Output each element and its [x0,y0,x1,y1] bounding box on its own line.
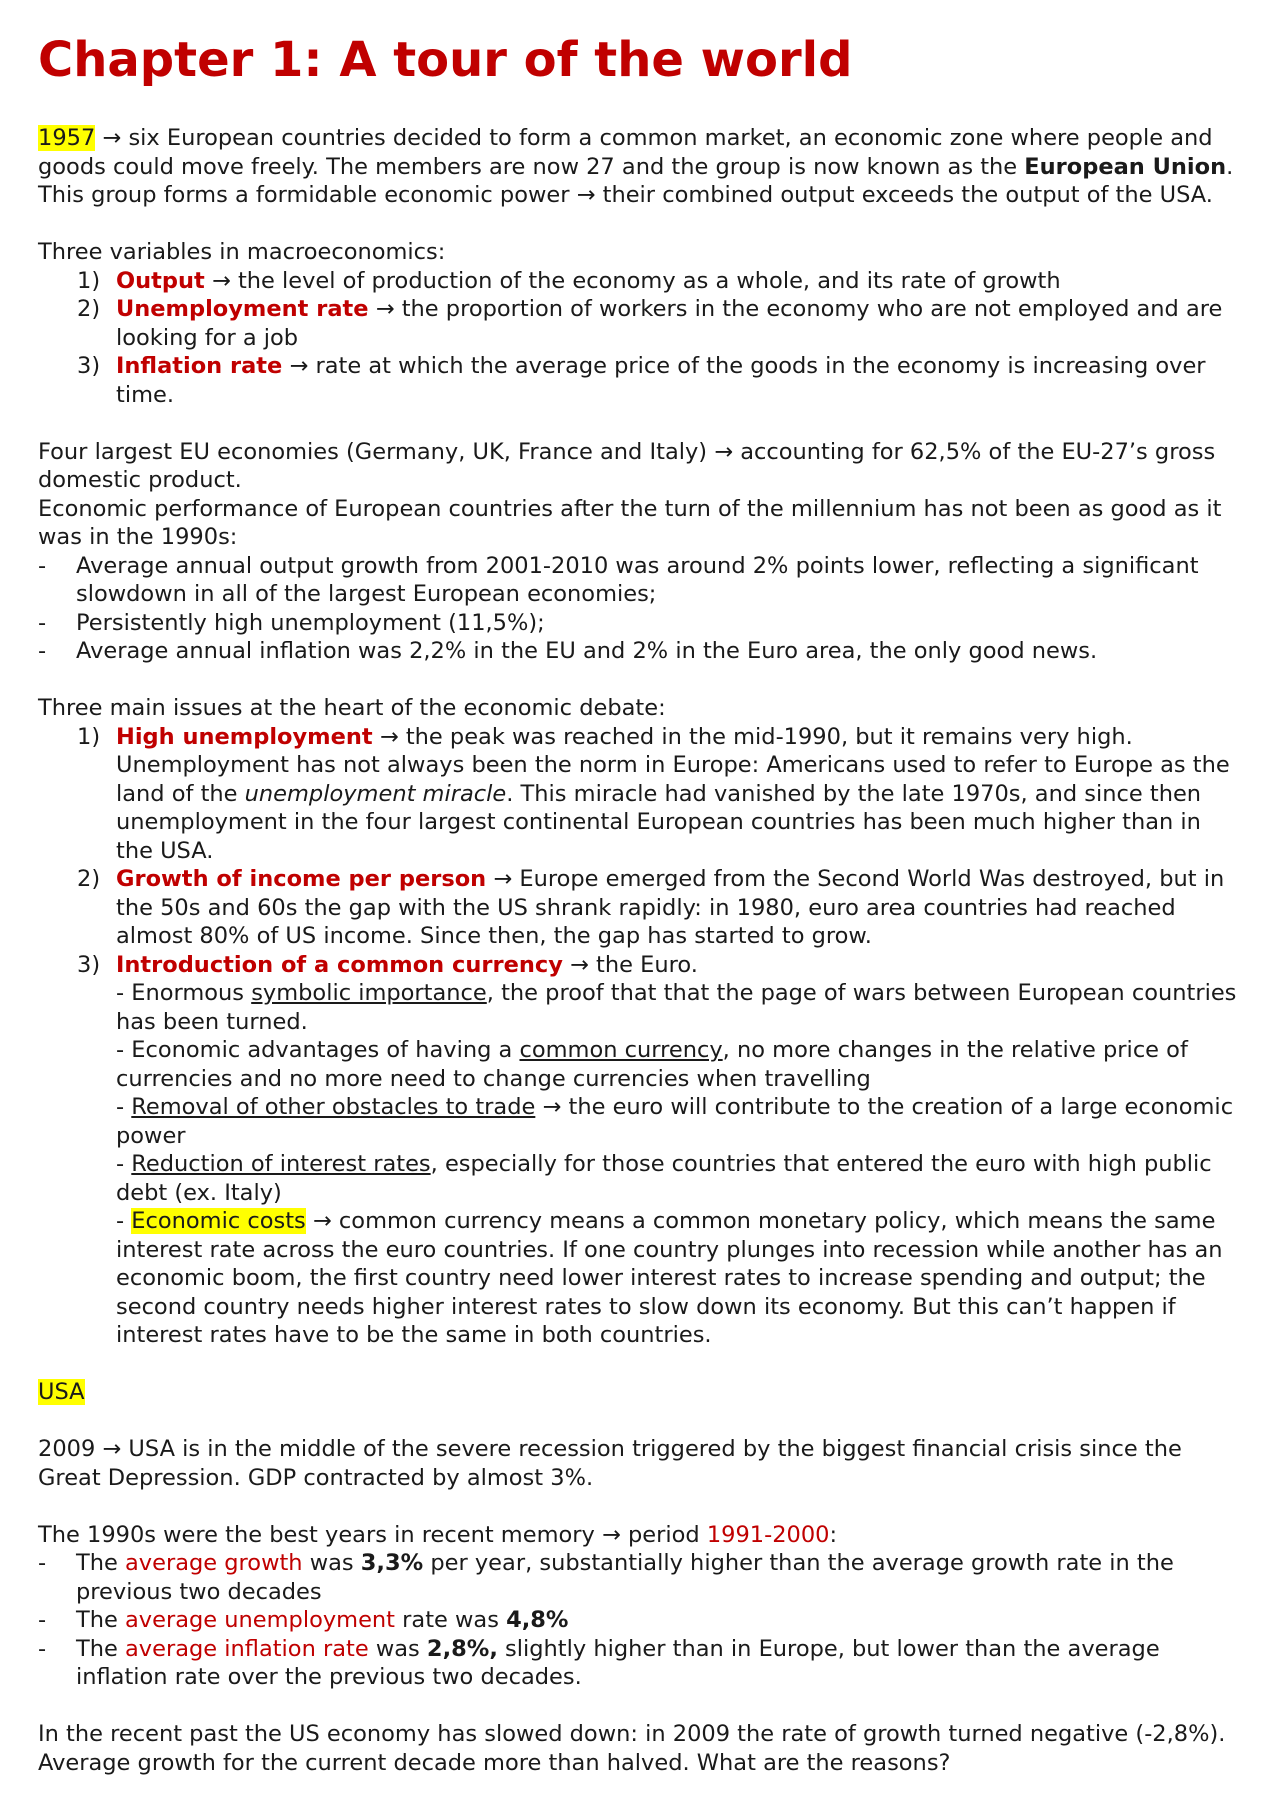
list-item: 3) Inflation rate → rate at which the average price of the goods in the economy is increasing over time. [77,353,1206,408]
arrow-icon: → [576,182,596,208]
arrow-icon: → [570,951,589,978]
list-item: 3) Introduction of a common currency → the Euro. - Enormous symbolic importance, the proof that that the page of wars between European countries has been turned. - Economic advantages of having a common currency, no more changes in the relative price of currencies and no more need to change currencies when travelling - Removal of other obstacles to trade → the euro will contribute to the creation of a large economic power - Reduction of interest rates, especially for those countries that entered the euro with high public debt (ex. Italy) - Economic costs → common currency means a common monetary policy, which means the same interest rate across the euro countries. If one country plunges into recession while another has an economic boom, the first country need lower interest rates to increase spending and output; the second country needs higher interest rates to slow down its economy. But this can’t happen if interest rates have to be the same in both countries. [38,951,1242,1350]
eu-intro-paragraph: 1957 → six European countries decided to form a common market, an economic zone where people and goods could move freely. The members are now 27 and the group is now known as the European Union. This group forms a formidable economic power → their combined output exceeds the output of the USA. [38,125,1234,208]
usa-2009-paragraph: 2009 → USA is in the middle of the severe recession triggered by the biggest financial crisis since the Great Depression. GDP contracted by almost 3%. [38,1436,1182,1491]
list-item: 2) Growth of income per person → Europe emerged from the Second World Was destroyed, but in the 50s and 60s the gap with the US shrank rapidly: in 1980, euro area countries had reached almost 80% of US income. Since then, the gap has started to grow. [77,866,1225,949]
list-item: - The average unemployment rate was 4,8% [38,1607,569,1633]
arrow-icon: → [312,1208,332,1234]
arrow-icon: → [211,267,231,294]
sub-point: - Economic advantages of having a common currency, no more changes in the relative price of currencies and no more need to change currencies when travelling [116,1037,1188,1092]
issues-intro: Three main issues at the heart of the economic debate: [38,695,666,721]
eu-performance-list [38,552,1242,666]
arrow-icon: → [102,125,122,151]
list-item: - Average annual inflation was 2,2% in the EU and 2% in the Euro area, the only good news. [38,638,1098,664]
issues-list [38,723,1242,1350]
arrow-icon: → [379,723,399,750]
variables-intro: Three variables in macroeconomics: [38,239,446,265]
eu-economies-paragraph: Four largest EU economies (Germany, UK, France and Italy) → accounting for 62,5% of the EU-27’s gross domestic product. Economic performance of European countries after the turn of the millennium has not been as good as it was in the 1990s: [38,438,1222,550]
eu-term: European Union [1024,153,1227,180]
sub-point: - Economic costs → common currency means a common monetary policy, which means the same interest rate across the euro countries. If one country plunges into recession while another has an economic boom, the first country need lower interest rates to increase spending and output; the second country needs higher interest rates to slow down its economy. But this can’t happen if interest rates have to be the same in both countries. [116,1208,1223,1348]
list-item: 1) High unemployment → the peak was reached in the mid-1990, but it remains very high. Unemployment has not always been the norm in Europe: Americans used to refer to Europe as the land of the unemployment miracle. This miracle had vanished by the late 1970s, and since then unemployment in the four largest continental European countries has been much higher than in the USA. [77,723,1230,864]
arrow-icon: → [102,1436,122,1462]
list-item: 1) Output → the level of production of the economy as a whole, and its rate of growth [77,267,1061,294]
usa-stats-list [38,1549,1242,1692]
arrow-icon: → [289,353,309,379]
arrow-icon: → [493,866,513,892]
arrow-icon: → [601,1521,621,1548]
arrow-icon: → [375,296,395,322]
sub-point: - Removal of other obstacles to trade → the euro will contribute to the creation of a large economic power [116,1094,1234,1149]
usa-heading: USA [38,1379,85,1405]
sub-point: - Reduction of interest rates, especially for those countries that entered the euro with high public debt (ex. Italy) [116,1151,1212,1206]
arrow-icon: → [714,438,734,465]
list-item: - Persistently high unemployment (11,5%); [38,609,545,636]
year-highlight: 1957 [38,125,96,151]
arrow-icon: → [542,1094,562,1120]
variables-list [38,267,1242,410]
sub-point: - Enormous symbolic importance, the proof that that the page of wars between European countries has been turned. [116,980,1237,1035]
usa-1990s-paragraph: The 1990s were the best years in recent memory → period 1991-2000: [38,1521,838,1548]
chapter-title: Chapter 1: A tour of the world [38,32,853,88]
list-item: - The average inflation rate was 2,8%, slightly higher than in Europe, but lower than the average inflation rate over the previous two decades. [38,1635,1160,1690]
list-item: 2) Unemployment rate → the proportion of workers in the economy who are not employed and are looking for a job [77,296,1223,351]
usa-recent-paragraph: In the recent past the US economy has slowed down: in 2009 the rate of growth turned negative (-2,8%). Average growth for the current decade more than halved. What are the reasons? [38,1721,1226,1776]
list-item: - The average growth was 3,3% per year, substantially higher than the average growth rate in the previous two decades [38,1550,1174,1605]
list-item: - Average annual output growth from 2001-2010 was around 2% points lower, reflecting a significant slowdown in all of the largest European economies; [38,552,1199,607]
